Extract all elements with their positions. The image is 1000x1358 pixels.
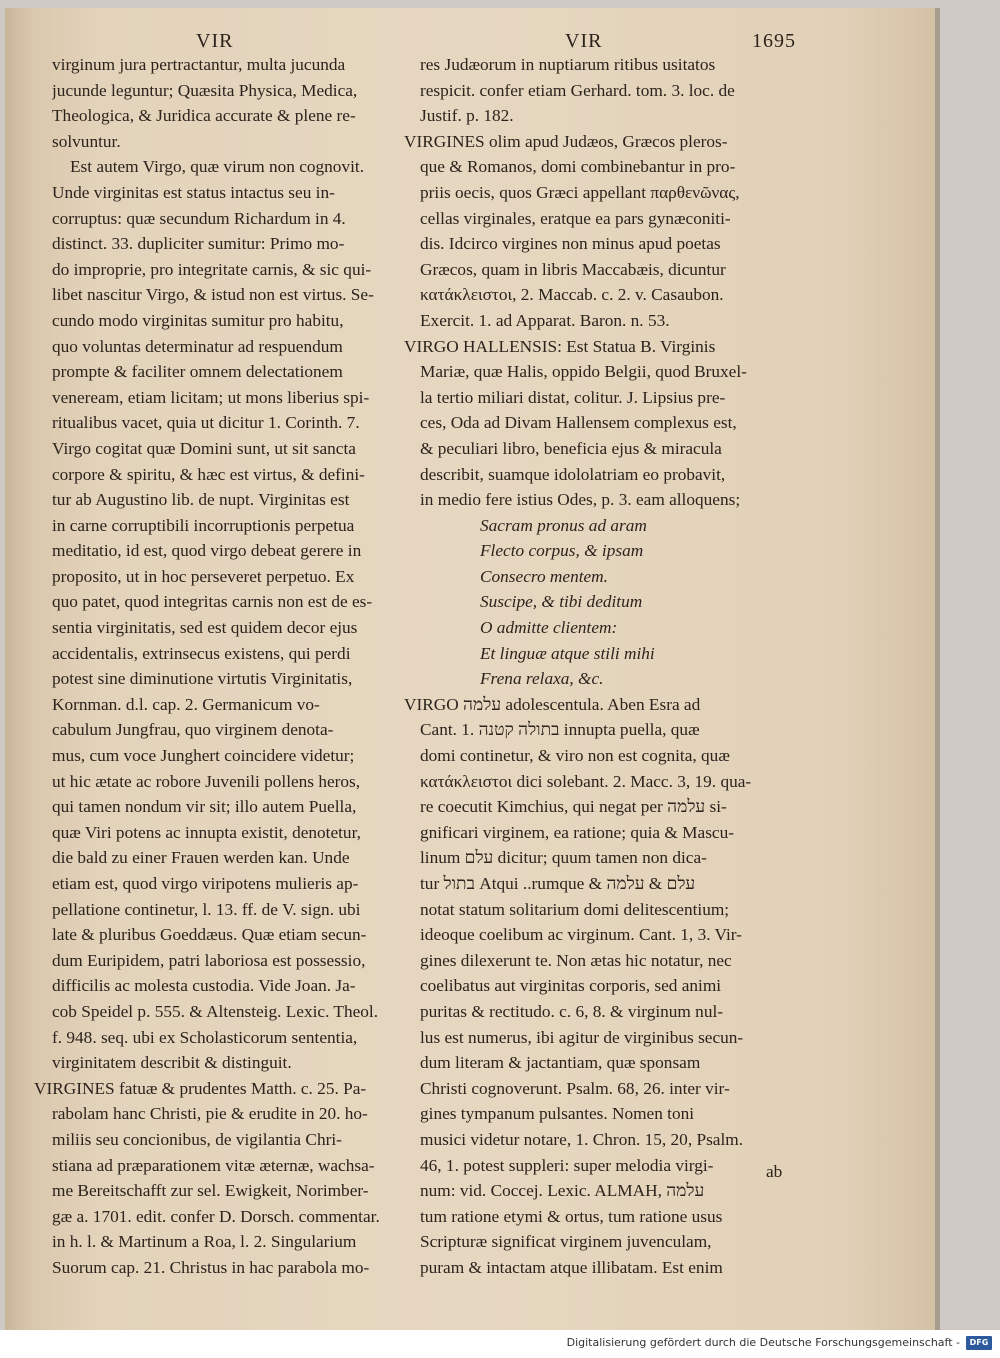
text-line: puram & intactam atque illibatam. Est enim: [420, 1257, 723, 1277]
text-line: miliis seu concionibus, de vigilantia Chri-: [52, 1129, 342, 1149]
text-line: tum ratione etymi & ortus, tum ratione usus: [420, 1206, 723, 1226]
text-line: cundo modo virginitas sumitur pro habitu,: [52, 310, 344, 330]
text-line: ideoque coelibum ac virginum. Cant. 1, 3. Vir-: [420, 925, 742, 945]
text-line: Est autem Virgo, quæ virum non cognovit.: [70, 157, 365, 177]
text-line: VIRGINES olim apud Judæos, Græcos pleros-: [404, 131, 728, 151]
text-line: f. 948. seq. ubi ex Scholasticorum sententia,: [52, 1027, 358, 1047]
text-line: κατάκλειστοι, 2. Maccab. c. 2. v. Casaubon.: [420, 285, 724, 305]
text-line: ces, Oda ad Divam Hallensem complexus est,: [420, 413, 737, 433]
text-line: gnificari virginem, ea ratione; quia & Mascu-: [420, 822, 734, 842]
text-line: dum Euripidem, patri laboriosa est possessio,: [52, 950, 366, 970]
text-line: in carne corruptibili incorruptionis perpetua: [52, 515, 355, 535]
text-line: Scripturæ significat virginem juvenculam,: [420, 1232, 712, 1252]
text-line: me Bereitschafft zur sel. Ewigkeit, Norimber-: [52, 1181, 369, 1201]
text-line: 46, 1. potest suppleri: super melodia virgi-: [420, 1155, 714, 1175]
text-line: Flecto corpus, & ipsam: [480, 541, 644, 561]
text-line: corpore & spiritu, & hæc est virtus, & defini-: [52, 464, 365, 484]
text-line: in h. l. & Martinum a Roa, l. 2. Singularium: [52, 1232, 357, 1252]
text-line: cabulum Jungfrau, quo virginem denota-: [52, 720, 334, 740]
text-line: domi continetur, & viro non est cognita, quæ: [420, 746, 730, 766]
right-column: [404, 52, 790, 1281]
text-line: lus est numerus, ibi agitur de virginibus secun-: [420, 1027, 744, 1047]
text-line: cob Speidel p. 555. & Altensteig. Lexic. Theol.: [52, 1001, 379, 1021]
text-line: pellatione continetur, l. 13. ff. de V. sign. ubi: [52, 899, 361, 919]
text-line: do improprie, pro integritate carnis, & sic qui-: [52, 259, 372, 279]
running-head-right: VIR: [565, 30, 603, 52]
text-line: solvuntur.: [52, 131, 121, 151]
dfg-logo-icon: DFG: [966, 1336, 992, 1350]
text-line: proposito, ut in hoc perseveret perpetuo. Ex: [52, 566, 355, 586]
text-line: Unde virginitas est status intactus seu in-: [52, 182, 335, 202]
left-column: [34, 52, 404, 1281]
text-line: respicit. confer etiam Gerhard. tom. 3. loc. de: [420, 80, 735, 100]
text-line: mus, cum voce Junghert coincidere videtur;: [52, 746, 355, 766]
text-line: difficilis ac molesta custodia. Vide Joan. Ja-: [52, 976, 356, 996]
text-line: Christi cognoverunt. Psalm. 68, 26. inter vir-: [420, 1078, 730, 1098]
text-line: stiana ad præparationem vitæ æternæ, wachsa-: [52, 1155, 375, 1175]
text-line: VIRGO HALLENSIS: Est Statua B. Virginis: [404, 336, 716, 356]
text-line: dum literam & jactantiam, quæ sponsam: [420, 1053, 701, 1073]
text-line: notat statum solitarium domi delitescentium;: [420, 899, 730, 919]
text-line: late & pluribus Goeddæus. Quæ etiam secun-: [52, 925, 367, 945]
text-line: quo patet, quod integritas carnis non est de es-: [52, 592, 373, 612]
text-line: Suorum cap. 21. Christus in hac parabola mo-: [52, 1257, 370, 1277]
running-head-left: VIR: [196, 30, 234, 52]
text-line: quo voluntas determinatur ad respuendum: [52, 336, 343, 356]
text-line: O admitte clientem:: [480, 618, 618, 638]
text-line: ut hic ætate ac robore Juvenili pollens heros,: [52, 771, 361, 791]
text-line: dis. Idcirco virgines non minus apud poetas: [420, 234, 721, 254]
text-line: num: vid. Coccej. Lexic. ALMAH, עלמה: [420, 1181, 705, 1201]
page-edge: [935, 8, 940, 1330]
text-line: κατάκλειστοι dici solebant. 2. Macc. 3, 19. qua-: [420, 771, 752, 791]
text-line: Kornman. d.l. cap. 2. Germanicum vo-: [52, 694, 320, 714]
text-line: Græcos, quam in libris Maccabæis, dicuntur: [420, 259, 726, 279]
text-line: re coecutit Kimchius, qui negat per עלמה si-: [420, 797, 727, 817]
text-line: virginum jura pertractantur, multa jucunda: [52, 55, 346, 74]
text-line: Suscipe, & tibi deditum: [480, 592, 643, 612]
text-line: rabolam hanc Christi, pie & erudite in 20. ho-: [52, 1104, 368, 1124]
text-line: jucunde leguntur; Quæsita Physica, Medica,: [52, 80, 358, 100]
text-line: virginitatem describit & distinguit.: [52, 1053, 292, 1073]
text-line: etiam est, quod virgo viripotens mulieris ap-: [52, 874, 359, 893]
catchword: ab: [766, 1162, 783, 1181]
text-line: coelibatus aut virginitas corporis, sed animi: [420, 976, 722, 996]
text-line: Mariæ, quæ Halis, oppido Belgii, quod Bruxel-: [420, 362, 747, 382]
text-line: describit, suamque idololatriam eo probavit,: [420, 464, 726, 484]
text-line: Consecro mentem.: [480, 566, 608, 586]
text-line: Frena relaxa, &c.: [480, 669, 604, 689]
footer-credit: Digitalisierung gefördert durch die Deutsche Forschungsgemeinschaft -: [566, 1336, 960, 1349]
text-line: gines tympanum pulsantes. Nomen toni: [420, 1104, 695, 1124]
text-line: meditatio, id est, quod virgo debeat gerere in: [52, 541, 362, 561]
text-line: quæ Viri potens ac innupta existit, denotetur,: [52, 822, 361, 842]
text-line: res Judæorum in nuptiarum ritibus usitatos: [420, 55, 716, 74]
text-line: que & Romanos, domi combinebantur in pro-: [420, 157, 736, 177]
text-line: priis oecis, quos Græci appellant παρθενῶνας,: [420, 182, 740, 202]
page-number: 1695: [752, 30, 796, 52]
text-line: distinct. 33. dupliciter sumitur: Primo mo-: [52, 234, 345, 254]
text-line: Justif. p. 182.: [420, 106, 514, 126]
text-line: tur ab Augustino lib. de nupt. Virginitas est: [52, 490, 350, 510]
text-line: tur בתול Atqui ..rumque & עלם & עלמה: [420, 874, 696, 893]
text-line: prompte & faciliter omnem delectationem: [52, 362, 343, 382]
text-line: musici videtur notare, 1. Chron. 15, 20, Psalm.: [420, 1129, 744, 1149]
text-line: Theologica, & Juridica accurate & plene re-: [52, 106, 356, 126]
text-line: Et linguæ atque stili mihi: [480, 643, 655, 663]
text-line: veneream, etiam licitam; ut mons liberius spi-: [52, 387, 370, 407]
text-line: cellas virginales, eratque ea pars gynæconiti-: [420, 208, 731, 228]
text-line: die bald zu einer Frauen werden kan. Unde: [52, 848, 350, 868]
text-line: ritualibus vacet, quia ut dicitur 1. Corinth. 7.: [52, 413, 360, 433]
text-line: la tertio miliari distat, colitur. J. Lipsius pre-: [420, 387, 726, 407]
text-line: Cant. 1. בתולה קטנה innupta puella, quæ: [420, 720, 700, 740]
text-line: puritas & rectitudo. c. 6, 8. & virginum nul-: [420, 1001, 724, 1021]
text-line: potest sine diminutione virtutis Virginitatis,: [52, 669, 353, 689]
text-line: VIRGINES fatuæ & prudentes Matth. c. 25. Pa-: [34, 1078, 367, 1098]
text-line: linum עלם dicitur; quum tamen non dica-: [420, 848, 707, 868]
text-line: Sacram pronus ad aram: [480, 515, 647, 535]
text-line: corruptus: quæ secundum Richardum in 4.: [52, 208, 346, 228]
text-line: Virgo cogitat quæ Domini sunt, ut sit sancta: [52, 438, 356, 458]
text-line: accidentalis, extrinsecus existens, qui perdi: [52, 643, 351, 663]
text-line: qui tamen nondum vir sit; illo autem Puella,: [52, 797, 357, 817]
text-line: sentia virginitatis, sed est quidem decor ejus: [52, 618, 358, 638]
footer: [0, 1330, 1000, 1358]
text-line: & peculiari libro, beneficia ejus & miracula: [420, 438, 722, 458]
text-line: gines dilexerunt te. Non ætas hic notatur, nec: [420, 950, 732, 970]
text-line: gæ a. 1701. edit. confer D. Dorsch. commentar.: [52, 1206, 380, 1226]
text-line: Exercit. 1. ad Apparat. Baron. n. 53.: [420, 310, 670, 330]
text-line: VIRGO עלמה adolescentula. Aben Esra ad: [404, 694, 701, 714]
text-line: in medio fere istius Odes, p. 3. eam alloquens;: [420, 490, 741, 510]
text-line: libet nascitur Virgo, & istud non est virtus. Se-: [52, 285, 374, 305]
